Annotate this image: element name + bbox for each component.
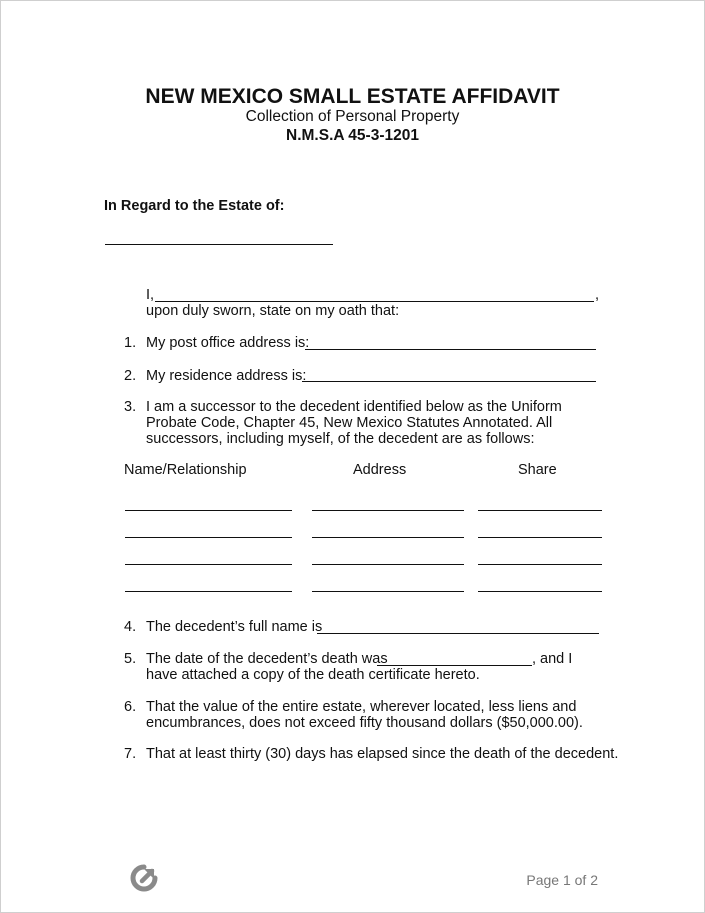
item-text: Probate Code, Chapter 45, New Mexico Statutes Annotated. All <box>146 415 553 431</box>
successor-name-line[interactable] <box>125 537 292 538</box>
item-text: , and I <box>532 651 573 667</box>
document-statute: N.M.S.A 45-3-1201 <box>286 127 419 144</box>
successor-name-line[interactable] <box>125 591 292 592</box>
document-subtitle: Collection of Personal Property <box>245 108 460 125</box>
table-header-name: Name/Relationship <box>124 462 247 478</box>
successor-address-line[interactable] <box>312 564 464 565</box>
item-text: successors, including myself, of the decedent are as follows: <box>146 431 535 447</box>
residence-address-line[interactable] <box>302 381 596 382</box>
item-text: encumbrances, does not exceed fifty thousand dollars ($50,000.00). <box>146 715 583 731</box>
oath-suffix: , <box>595 287 600 303</box>
item-text: My post office address is: <box>146 335 310 351</box>
successor-share-line[interactable] <box>478 537 602 538</box>
item-text: The decedent’s full name is <box>146 619 323 635</box>
arrow-share-icon <box>130 863 158 893</box>
item-text: My residence address is: <box>146 368 307 384</box>
item-number: 2. <box>124 368 137 384</box>
successor-address-line[interactable] <box>312 591 464 592</box>
item-number: 6. <box>124 699 137 715</box>
item-text: I am a successor to the decedent identified below as the Uniform <box>146 399 562 415</box>
successor-name-line[interactable] <box>125 510 292 511</box>
item-text: That at least thirty (30) days has elapsed since the death of the decedent. <box>146 746 619 762</box>
affiant-name-line[interactable] <box>155 301 594 302</box>
item-text: That the value of the entire estate, wherever located, less liens and <box>146 699 577 715</box>
decedent-name-line[interactable] <box>317 633 599 634</box>
successor-address-line[interactable] <box>312 510 464 511</box>
item-number: 3. <box>124 399 137 415</box>
successor-share-line[interactable] <box>478 510 602 511</box>
successor-address-line[interactable] <box>312 537 464 538</box>
post-office-address-line[interactable] <box>305 349 596 350</box>
item-text: have attached a copy of the death certificate hereto. <box>146 667 480 683</box>
item-number: 4. <box>124 619 137 635</box>
successor-share-line[interactable] <box>478 564 602 565</box>
estate-name-line[interactable] <box>105 244 333 245</box>
item-number: 1. <box>124 335 137 351</box>
table-header-address: Address <box>353 462 407 478</box>
successor-share-line[interactable] <box>478 591 602 592</box>
document-title: NEW MEXICO SMALL ESTATE AFFIDAVIT <box>145 85 560 108</box>
item-text: The date of the decedent’s death was <box>146 651 388 667</box>
death-date-line[interactable] <box>377 665 532 666</box>
item-number: 7. <box>124 746 137 762</box>
table-header-share: Share <box>518 462 557 478</box>
estate-label: In Regard to the Estate of: <box>104 198 285 214</box>
successor-name-line[interactable] <box>125 564 292 565</box>
page-number: Page 1 of 2 <box>526 872 598 888</box>
oath-prefix: I, <box>146 287 155 303</box>
oath-line2: upon duly sworn, state on my oath that: <box>146 303 400 319</box>
item-number: 5. <box>124 651 137 667</box>
